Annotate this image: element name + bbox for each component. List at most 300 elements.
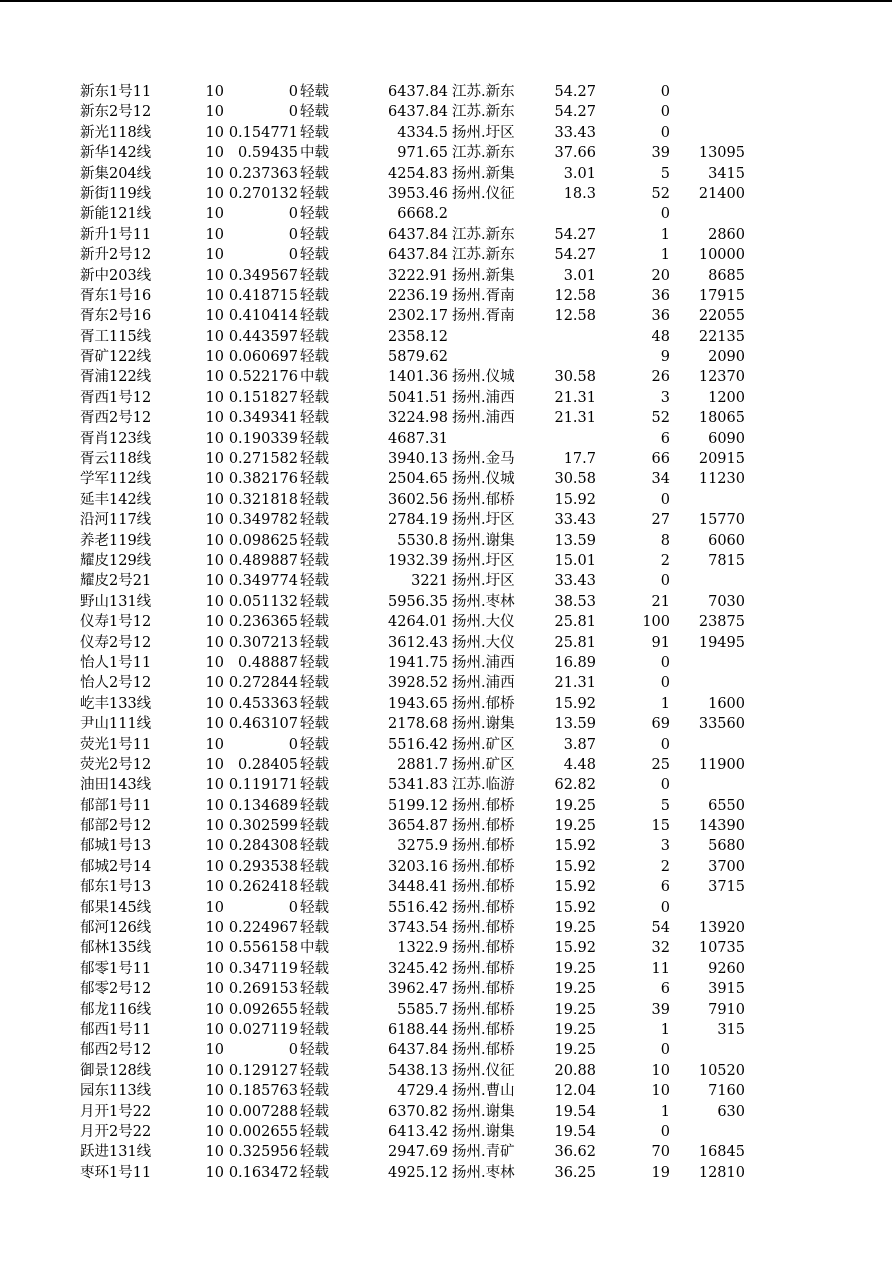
substation-cell: 扬州.郁桥: [452, 920, 515, 937]
count-cell: 36: [651, 287, 670, 304]
load-status-cell: 轻载: [300, 736, 329, 753]
substation-cell: 扬州.仪征: [452, 1062, 515, 1079]
count-cell: 39: [651, 145, 670, 162]
substation-cell: 扬州.矿区: [452, 756, 515, 773]
count-cell: 0: [660, 736, 670, 753]
capacity-cell: 1322.9: [397, 940, 448, 957]
count-cell: 1: [660, 1021, 670, 1038]
load-rate-cell: 0: [288, 736, 298, 753]
feeder-name-cell: 胥西1号12: [80, 389, 152, 406]
table-row: [0, 429, 892, 449]
length-cell: 21.31: [554, 410, 596, 427]
kva-cell: 5680: [708, 838, 745, 855]
count-cell: 9: [660, 349, 670, 366]
feeder-name-cell: 郁龙116线: [80, 1001, 152, 1018]
length-cell: 20.88: [554, 1062, 596, 1079]
voltage-cell: 10: [205, 981, 224, 998]
capacity-cell: 3612.43: [388, 634, 448, 651]
load-rate-cell: 0.349774: [228, 573, 298, 590]
feeder-name-cell: 仪寿1号12: [80, 614, 152, 631]
table-row: [0, 204, 892, 224]
substation-cell: 扬州.圩区: [452, 573, 515, 590]
substation-cell: 扬州.郁桥: [452, 797, 515, 814]
length-cell: 4.48: [563, 756, 596, 773]
load-rate-cell: 0.307213: [228, 634, 298, 651]
table-row: [0, 816, 892, 836]
voltage-cell: 10: [205, 124, 224, 141]
substation-cell: 扬州.郁桥: [452, 1042, 515, 1059]
substation-cell: 扬州.仪征: [452, 185, 515, 202]
length-cell: 12.04: [554, 1083, 596, 1100]
count-cell: 1: [660, 1103, 670, 1120]
kva-cell: 21400: [698, 185, 745, 202]
count-cell: 39: [651, 1001, 670, 1018]
length-cell: 33.43: [554, 512, 596, 529]
voltage-cell: 10: [205, 695, 224, 712]
kva-cell: 315: [717, 1021, 745, 1038]
kva-cell: 12370: [698, 369, 745, 386]
feeder-table: [0, 82, 892, 1183]
load-status-cell: 轻载: [300, 267, 329, 284]
voltage-cell: 10: [205, 920, 224, 937]
load-status-cell: 轻载: [300, 185, 329, 202]
feeder-name-cell: 耀皮2号21: [80, 573, 152, 590]
load-status-cell: 轻载: [300, 716, 329, 733]
capacity-cell: 3940.13: [388, 451, 448, 468]
load-rate-cell: 0.293538: [228, 858, 298, 875]
table-row: [0, 306, 892, 326]
count-cell: 26: [651, 369, 670, 386]
substation-cell: 扬州.郁桥: [452, 695, 515, 712]
load-status-cell: 轻载: [300, 981, 329, 998]
table-row: [0, 979, 892, 999]
length-cell: 15.92: [554, 695, 596, 712]
load-rate-cell: 0.185763: [228, 1083, 298, 1100]
voltage-cell: 10: [205, 899, 224, 916]
load-rate-cell: 0: [288, 104, 298, 121]
capacity-cell: 2504.65: [388, 471, 448, 488]
voltage-cell: 10: [205, 185, 224, 202]
load-rate-cell: 0.271582: [228, 451, 298, 468]
load-status-cell: 轻载: [300, 491, 329, 508]
kva-cell: 15770: [698, 512, 745, 529]
capacity-cell: 1932.39: [388, 552, 448, 569]
count-cell: 34: [651, 471, 670, 488]
table-row: [0, 796, 892, 816]
load-rate-cell: 0.027119: [228, 1021, 298, 1038]
count-cell: 0: [660, 1042, 670, 1059]
feeder-name-cell: 新光118线: [80, 124, 152, 141]
load-status-cell: 轻载: [300, 328, 329, 345]
capacity-cell: 3224.98: [388, 410, 448, 427]
kva-cell: 1600: [708, 695, 745, 712]
load-status-cell: 轻载: [300, 389, 329, 406]
load-status-cell: 轻载: [300, 593, 329, 610]
feeder-name-cell: 郁果145线: [80, 899, 152, 916]
load-rate-cell: 0.302599: [228, 818, 298, 835]
load-status-cell: 轻载: [300, 104, 329, 121]
count-cell: 2: [660, 858, 670, 875]
capacity-cell: 6413.42: [388, 1123, 448, 1140]
voltage-cell: 10: [205, 797, 224, 814]
count-cell: 0: [660, 84, 670, 100]
table-row: [0, 1061, 892, 1081]
feeder-name-cell: 怡人1号11: [80, 654, 152, 671]
table-row: [0, 1040, 892, 1060]
capacity-cell: 3962.47: [388, 981, 448, 998]
capacity-cell: 3602.56: [388, 491, 448, 508]
kva-cell: 3700: [708, 858, 745, 875]
feeder-name-cell: 仪寿2号12: [80, 634, 152, 651]
load-rate-cell: 0.522176: [228, 369, 298, 386]
length-cell: 33.43: [554, 124, 596, 141]
voltage-cell: 10: [205, 736, 224, 753]
length-cell: 25.81: [554, 614, 596, 631]
load-status-cell: 轻载: [300, 430, 329, 447]
capacity-cell: 5956.35: [388, 593, 448, 610]
table-row: [0, 449, 892, 469]
substation-cell: 扬州.胥南: [452, 308, 515, 325]
count-cell: 10: [651, 1062, 670, 1079]
load-status-cell: 轻载: [300, 695, 329, 712]
capacity-cell: 5341.83: [388, 777, 448, 794]
load-rate-cell: 0.236365: [228, 614, 298, 631]
length-cell: 17.7: [563, 451, 596, 468]
substation-cell: 扬州.郁桥: [452, 1001, 515, 1018]
load-rate-cell: 0.59435: [238, 145, 298, 162]
load-rate-cell: 0.098625: [228, 532, 298, 549]
count-cell: 8: [660, 532, 670, 549]
capacity-cell: 6668.2: [397, 206, 448, 223]
count-cell: 69: [651, 716, 670, 733]
load-status-cell: 轻载: [300, 124, 329, 141]
length-cell: 19.54: [554, 1123, 596, 1140]
substation-cell: 扬州.枣林: [452, 593, 515, 610]
count-cell: 0: [660, 206, 670, 223]
voltage-cell: 10: [205, 206, 224, 223]
length-cell: 15.92: [554, 940, 596, 957]
load-status-cell: 轻载: [300, 1021, 329, 1038]
feeder-name-cell: 郁零1号11: [80, 960, 152, 977]
capacity-cell: 6437.84: [388, 104, 448, 121]
load-status-cell: 轻载: [300, 308, 329, 325]
feeder-name-cell: 御景128线: [80, 1062, 152, 1079]
voltage-cell: 10: [205, 389, 224, 406]
substation-cell: 扬州.谢集: [452, 1123, 515, 1140]
table-row: [0, 918, 892, 938]
feeder-name-cell: 屹丰133线: [80, 695, 152, 712]
voltage-cell: 10: [205, 104, 224, 121]
substation-cell: 扬州.曹山: [452, 1083, 515, 1100]
length-cell: 15.01: [554, 552, 596, 569]
voltage-cell: 10: [205, 552, 224, 569]
capacity-cell: 6437.84: [388, 1042, 448, 1059]
load-status-cell: 轻载: [300, 532, 329, 549]
load-rate-cell: 0.051132: [228, 593, 298, 610]
feeder-name-cell: 郁部2号12: [80, 818, 152, 835]
table-row: [0, 469, 892, 489]
kva-cell: 3715: [708, 879, 745, 896]
capacity-cell: 5041.51: [388, 389, 448, 406]
load-rate-cell: 0.28405: [238, 756, 298, 773]
load-rate-cell: 0.453363: [228, 695, 298, 712]
count-cell: 0: [660, 1123, 670, 1140]
voltage-cell: 10: [205, 165, 224, 182]
feeder-name-cell: 荧光2号12: [80, 756, 152, 773]
count-cell: 27: [651, 512, 670, 529]
length-cell: 13.59: [554, 532, 596, 549]
voltage-cell: 10: [205, 1042, 224, 1059]
kva-cell: 8685: [708, 267, 745, 284]
load-rate-cell: 0.347119: [228, 960, 298, 977]
count-cell: 0: [660, 675, 670, 692]
length-cell: 15.92: [554, 879, 596, 896]
feeder-name-cell: 新东1号11: [80, 84, 152, 100]
feeder-name-cell: 郁林135线: [80, 940, 152, 957]
load-rate-cell: 0.48887: [238, 654, 298, 671]
load-rate-cell: 0.489887: [228, 552, 298, 569]
table-row: [0, 857, 892, 877]
count-cell: 0: [660, 491, 670, 508]
voltage-cell: 10: [205, 614, 224, 631]
load-rate-cell: 0.154771: [228, 124, 298, 141]
feeder-name-cell: 沿河117线: [80, 512, 152, 529]
load-status-cell: 轻载: [300, 512, 329, 529]
load-rate-cell: 0.237363: [228, 165, 298, 182]
kva-cell: 11230: [698, 471, 745, 488]
table-row: [0, 633, 892, 653]
feeder-name-cell: 胥东2号16: [80, 308, 152, 325]
load-rate-cell: 0.321818: [228, 491, 298, 508]
length-cell: 36.62: [554, 1144, 596, 1161]
capacity-cell: 5438.13: [388, 1062, 448, 1079]
length-cell: 3.01: [563, 267, 596, 284]
table-row: [0, 531, 892, 551]
table-row: [0, 959, 892, 979]
feeder-name-cell: 月开1号22: [80, 1103, 152, 1120]
voltage-cell: 10: [205, 308, 224, 325]
kva-cell: 19495: [698, 634, 745, 651]
substation-cell: 扬州.郁桥: [452, 940, 515, 957]
substation-cell: 扬州.大仪: [452, 634, 515, 651]
feeder-name-cell: 郁城2号14: [80, 858, 152, 875]
capacity-cell: 3222.91: [388, 267, 448, 284]
load-rate-cell: 0.418715: [228, 287, 298, 304]
load-rate-cell: 0.272844: [228, 675, 298, 692]
count-cell: 1: [660, 226, 670, 243]
capacity-cell: 3928.52: [388, 675, 448, 692]
feeder-name-cell: 野山131线: [80, 593, 152, 610]
capacity-cell: 6437.84: [388, 226, 448, 243]
load-status-cell: 轻载: [300, 287, 329, 304]
load-rate-cell: 0.262418: [228, 879, 298, 896]
kva-cell: 6060: [708, 532, 745, 549]
kva-cell: 22055: [698, 308, 745, 325]
length-cell: 18.3: [563, 185, 596, 202]
length-cell: 54.27: [554, 226, 596, 243]
length-cell: 19.25: [554, 1001, 596, 1018]
length-cell: 38.53: [554, 593, 596, 610]
feeder-name-cell: 耀皮129线: [80, 552, 152, 569]
length-cell: 54.27: [554, 104, 596, 121]
feeder-name-cell: 新集204线: [80, 165, 152, 182]
length-cell: 15.92: [554, 858, 596, 875]
count-cell: 3: [660, 389, 670, 406]
capacity-cell: 4729.4: [397, 1083, 448, 1100]
feeder-name-cell: 胥工115线: [80, 328, 152, 345]
load-status-cell: 轻载: [300, 858, 329, 875]
feeder-name-cell: 新升2号12: [80, 247, 152, 264]
count-cell: 0: [660, 777, 670, 794]
length-cell: 19.25: [554, 818, 596, 835]
capacity-cell: 6370.82: [388, 1103, 448, 1120]
load-status-cell: 中载: [300, 145, 329, 162]
length-cell: 54.27: [554, 84, 596, 100]
load-status-cell: 轻载: [300, 1164, 329, 1181]
length-cell: 21.31: [554, 675, 596, 692]
substation-cell: 扬州.金马: [452, 451, 515, 468]
load-rate-cell: 0.443597: [228, 328, 298, 345]
kva-cell: 7160: [708, 1083, 745, 1100]
voltage-cell: 10: [205, 451, 224, 468]
load-rate-cell: 0.190339: [228, 430, 298, 447]
load-status-cell: 中载: [300, 369, 329, 386]
kva-cell: 3415: [708, 165, 745, 182]
capacity-cell: 3743.54: [388, 920, 448, 937]
voltage-cell: 10: [205, 675, 224, 692]
feeder-name-cell: 郁河126线: [80, 920, 152, 937]
voltage-cell: 10: [205, 593, 224, 610]
voltage-cell: 10: [205, 716, 224, 733]
feeder-name-cell: 胥西2号12: [80, 410, 152, 427]
length-cell: 30.58: [554, 471, 596, 488]
voltage-cell: 10: [205, 267, 224, 284]
load-rate-cell: 0.151827: [228, 389, 298, 406]
capacity-cell: 4687.31: [388, 430, 448, 447]
table-row: [0, 735, 892, 755]
table-row: [0, 571, 892, 591]
load-rate-cell: 0.269153: [228, 981, 298, 998]
feeder-name-cell: 新华142线: [80, 145, 152, 162]
substation-cell: 扬州.郁桥: [452, 1021, 515, 1038]
load-rate-cell: 0.382176: [228, 471, 298, 488]
kva-cell: 6090: [708, 430, 745, 447]
voltage-cell: 10: [205, 634, 224, 651]
capacity-cell: 2302.17: [388, 308, 448, 325]
kva-cell: 7815: [708, 552, 745, 569]
kva-cell: 2860: [708, 226, 745, 243]
count-cell: 100: [642, 614, 670, 631]
feeder-name-cell: 学军112线: [80, 471, 152, 488]
count-cell: 1: [660, 695, 670, 712]
table-row: [0, 1020, 892, 1040]
count-cell: 3: [660, 838, 670, 855]
feeder-name-cell: 怡人2号12: [80, 675, 152, 692]
table-row: [0, 408, 892, 428]
capacity-cell: 6188.44: [388, 1021, 448, 1038]
feeder-name-cell: 延丰142线: [80, 491, 152, 508]
capacity-cell: 3953.46: [388, 185, 448, 202]
kva-cell: 23875: [698, 614, 745, 631]
load-rate-cell: 0.002655: [228, 1123, 298, 1140]
load-rate-cell: 0: [288, 226, 298, 243]
count-cell: 0: [660, 573, 670, 590]
feeder-name-cell: 新升1号11: [80, 226, 152, 243]
count-cell: 52: [651, 410, 670, 427]
table-row: [0, 490, 892, 510]
table-row: [0, 245, 892, 265]
load-status-cell: 轻载: [300, 84, 329, 100]
feeder-name-cell: 跃进131线: [80, 1144, 152, 1161]
load-status-cell: 中载: [300, 940, 329, 957]
substation-cell: 扬州.浦西: [452, 675, 515, 692]
capacity-cell: 1941.75: [388, 654, 448, 671]
load-rate-cell: 0.092655: [228, 1001, 298, 1018]
feeder-name-cell: 园东113线: [80, 1083, 152, 1100]
table-row: [0, 877, 892, 897]
feeder-name-cell: 枣环1号11: [80, 1164, 152, 1181]
capacity-cell: 1943.65: [388, 695, 448, 712]
table-row: [0, 898, 892, 918]
count-cell: 11: [651, 960, 670, 977]
length-cell: 19.25: [554, 960, 596, 977]
substation-cell: 扬州.郁桥: [452, 981, 515, 998]
voltage-cell: 10: [205, 654, 224, 671]
capacity-cell: 4254.83: [388, 165, 448, 182]
load-rate-cell: 0.134689: [228, 797, 298, 814]
load-status-cell: 轻载: [300, 451, 329, 468]
voltage-cell: 10: [205, 838, 224, 855]
count-cell: 6: [660, 981, 670, 998]
capacity-cell: 2881.7: [397, 756, 448, 773]
load-status-cell: 轻载: [300, 899, 329, 916]
kva-cell: 10520: [698, 1062, 745, 1079]
feeder-name-cell: 胥云118线: [80, 451, 152, 468]
kva-cell: 22135: [698, 328, 745, 345]
voltage-cell: 10: [205, 287, 224, 304]
voltage-cell: 10: [205, 573, 224, 590]
voltage-cell: 10: [205, 491, 224, 508]
load-status-cell: 轻载: [300, 206, 329, 223]
load-status-cell: 轻载: [300, 1144, 329, 1161]
feeder-name-cell: 尹山111线: [80, 716, 152, 733]
feeder-name-cell: 郁西1号11: [80, 1021, 152, 1038]
length-cell: 21.31: [554, 389, 596, 406]
table-row: [0, 592, 892, 612]
table-row: [0, 102, 892, 122]
kva-cell: 10735: [698, 940, 745, 957]
length-cell: 3.01: [563, 165, 596, 182]
voltage-cell: 10: [205, 349, 224, 366]
feeder-name-cell: 新街119线: [80, 185, 152, 202]
kva-cell: 13920: [698, 920, 745, 937]
voltage-cell: 10: [205, 1123, 224, 1140]
substation-cell: 扬州.浦西: [452, 389, 515, 406]
feeder-name-cell: 胥浦122线: [80, 369, 152, 386]
capacity-cell: 5516.42: [388, 736, 448, 753]
substation-cell: 江苏.新东: [452, 247, 515, 264]
count-cell: 2: [660, 552, 670, 569]
count-cell: 15: [651, 818, 670, 835]
feeder-name-cell: 新能121线: [80, 206, 152, 223]
length-cell: 37.66: [554, 145, 596, 162]
table-row: [0, 1102, 892, 1122]
kva-cell: 1200: [708, 389, 745, 406]
capacity-cell: 2947.69: [388, 1144, 448, 1161]
table-row: [0, 755, 892, 775]
length-cell: 19.54: [554, 1103, 596, 1120]
substation-cell: 扬州.郁桥: [452, 491, 515, 508]
